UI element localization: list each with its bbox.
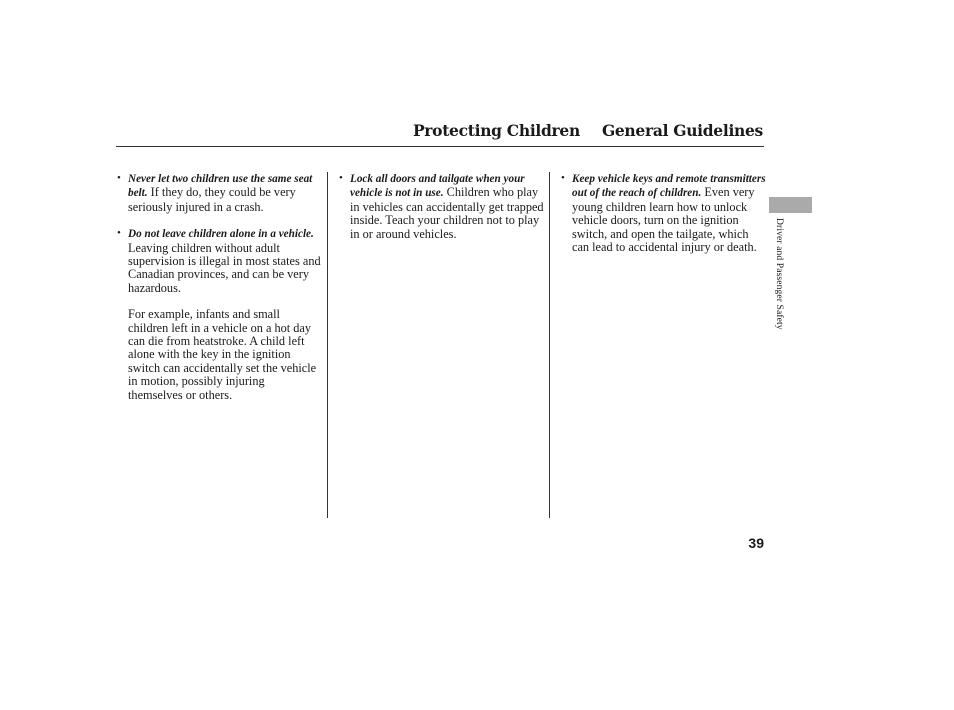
section-title: Protecting Children [412, 121, 580, 140]
bullet-marker: • [561, 172, 565, 184]
bullet-text: Children who play in vehicles can accidentally get trapped inside. Teach your children not to play in or around vehicles. [350, 185, 544, 241]
bullet-marker: • [117, 227, 121, 240]
bullet-lead: Keep vehicle keys and remote transmitters out of the reach of children. [572, 173, 766, 200]
bullet-item [117, 227, 322, 295]
bullet-item [339, 172, 544, 241]
subsection-title: General Guidelines [601, 121, 763, 140]
column-1 [117, 172, 322, 402]
bullet-item [561, 172, 766, 254]
column-3 [561, 172, 766, 267]
bullet-text: Leaving children without adult supervision is illegal in most states and Canadian provinces, and can be very hazardous. [128, 240, 321, 295]
bullet-text: If they do, they could be very seriously injured in a crash. [128, 185, 296, 214]
body-paragraph: For example, infants and small children left in a vehicle on a hot day can die from heatstroke. A child left alone with the key in the ignition switch can accidentally set the vehicle in motion, possibly injuring themselves or others. [128, 307, 317, 402]
page-number: 39 [748, 535, 764, 551]
column-2 [339, 172, 544, 254]
bullet-text: Even very young children learn how to unlock vehicle doors, turn on the ignition switch, and open the tailgate, which can lead to accidental injury or death. [572, 185, 757, 255]
bullet-marker: • [117, 172, 121, 184]
bullet-lead: Lock all doors and tailgate when your vehicle is not in use. [350, 173, 525, 200]
section-tab-marker [769, 197, 812, 213]
side-section-label: Driver and Passenger Safety [774, 218, 785, 330]
column-divider [327, 172, 328, 518]
bullet-item [117, 172, 322, 214]
column-divider [549, 172, 550, 518]
header-titles [413, 121, 763, 140]
bullet-marker: • [339, 172, 343, 184]
page-header [116, 118, 764, 147]
bullet-lead: Do not leave children alone in a vehicle. [128, 228, 314, 241]
bullet-lead: Never let two children use the same seat belt. [128, 173, 313, 200]
